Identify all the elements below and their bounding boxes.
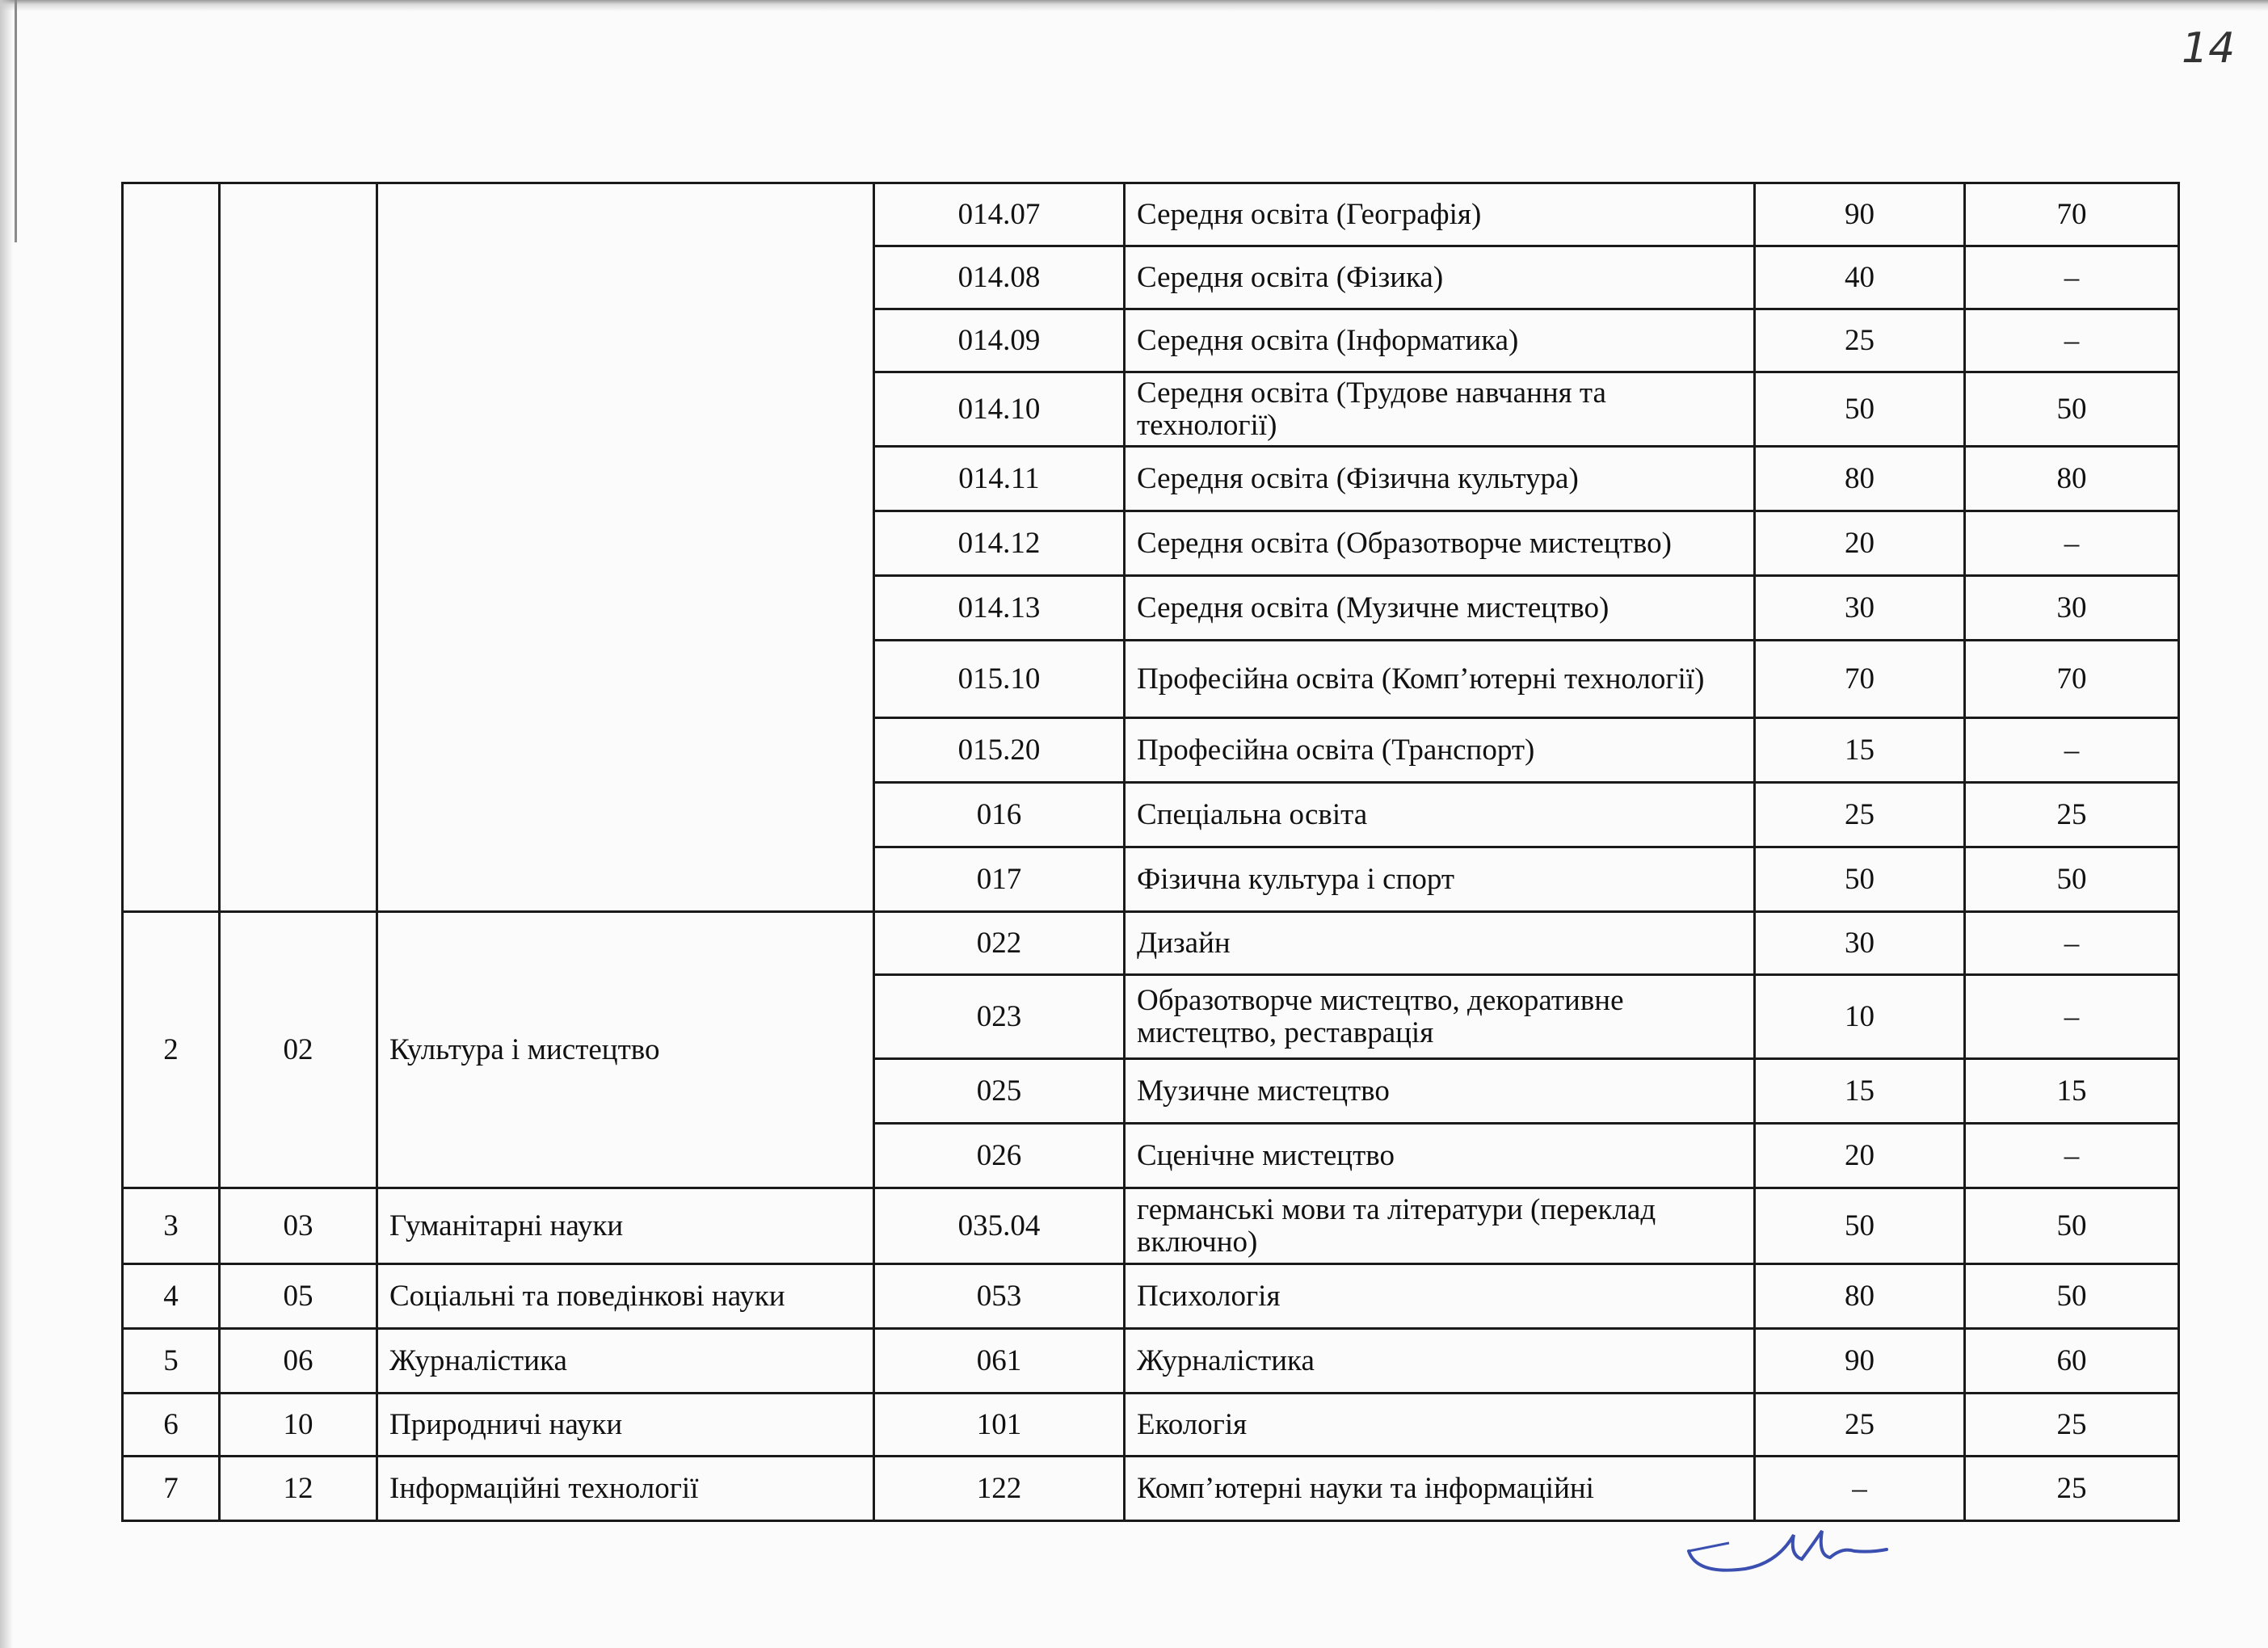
count-b: 50 <box>1965 847 2179 912</box>
branch-code-cell: 05 <box>220 1264 377 1329</box>
specialty-name: Сценічне мистецтво <box>1125 1124 1755 1188</box>
specialty-name: Середня освіта (Фізична культура) <box>1125 447 1755 511</box>
specialty-name: Середня освіта (Образотворче мистецтво) <box>1125 511 1755 576</box>
row-number-cell: 3 <box>123 1188 220 1264</box>
table-row <box>123 1264 2179 1329</box>
count-a: 10 <box>1755 975 1965 1059</box>
branch-name-cell: Культура і мистецтво <box>377 912 874 1188</box>
count-a: 25 <box>1755 309 1965 372</box>
count-a: 30 <box>1755 576 1965 641</box>
count-b: 25 <box>1965 783 2179 847</box>
row-number-cell: 2 <box>123 912 220 1188</box>
count-a: 25 <box>1755 783 1965 847</box>
specialty-code: 035.04 <box>874 1188 1125 1264</box>
count-b: 15 <box>1965 1059 2179 1124</box>
specialty-code: 026 <box>874 1124 1125 1188</box>
count-a: 70 <box>1755 641 1965 718</box>
table-row <box>123 912 2179 975</box>
row-number-cell: 6 <box>123 1394 220 1457</box>
count-b: 80 <box>1965 447 2179 511</box>
count-b: – <box>1965 309 2179 372</box>
specialty-name: Середня освіта (Інформатика) <box>1125 309 1755 372</box>
count-a: 40 <box>1755 246 1965 309</box>
table-row <box>123 183 2179 246</box>
specialty-name: Середня освіта (Трудове навчання та технології) <box>1125 372 1755 447</box>
scan-edge-left <box>0 0 13 1648</box>
count-b: 70 <box>1965 641 2179 718</box>
count-b: – <box>1965 511 2179 576</box>
count-a: 50 <box>1755 1188 1965 1264</box>
branch-code-cell: 03 <box>220 1188 377 1264</box>
admission-table <box>121 182 2178 1522</box>
scan-line <box>15 0 17 242</box>
specialty-code: 015.20 <box>874 718 1125 783</box>
specialty-code: 061 <box>874 1329 1125 1394</box>
count-b: 25 <box>1965 1394 2179 1457</box>
count-a: 50 <box>1755 847 1965 912</box>
branch-name-cell: Соціальні та поведінкові науки <box>377 1264 874 1329</box>
specialty-code: 014.12 <box>874 511 1125 576</box>
count-a: 90 <box>1755 183 1965 246</box>
branch-code-cell: 02 <box>220 912 377 1188</box>
scan-edge-top <box>0 0 2268 11</box>
count-a: 25 <box>1755 1394 1965 1457</box>
count-a: 80 <box>1755 1264 1965 1329</box>
count-b: 50 <box>1965 1188 2179 1264</box>
table-row <box>123 1188 2179 1264</box>
count-a: 30 <box>1755 912 1965 975</box>
specialty-name: Образотворче мистецтво, декоративне мистецтво, реставрація <box>1125 975 1755 1059</box>
specialty-name: германські мови та літератури (переклад включно) <box>1125 1188 1755 1264</box>
branch-code-cell: 12 <box>220 1457 377 1521</box>
specialty-name: Професійна освіта (Транспорт) <box>1125 718 1755 783</box>
count-b: 50 <box>1965 372 2179 447</box>
branch-name-cell: Гуманітарні науки <box>377 1188 874 1264</box>
specialty-code: 014.10 <box>874 372 1125 447</box>
specialty-name: Екологія <box>1125 1394 1755 1457</box>
row-number-cell: 7 <box>123 1457 220 1521</box>
count-b: – <box>1965 1124 2179 1188</box>
count-b: – <box>1965 912 2179 975</box>
specialty-name: Фізична культура і спорт <box>1125 847 1755 912</box>
count-b: 30 <box>1965 576 2179 641</box>
row-number-cell <box>123 183 220 912</box>
branch-name-cell: Інформаційні технології <box>377 1457 874 1521</box>
specialty-name: Дизайн <box>1125 912 1755 975</box>
specialty-code: 014.09 <box>874 309 1125 372</box>
specialty-code: 053 <box>874 1264 1125 1329</box>
count-b: 70 <box>1965 183 2179 246</box>
branch-code-cell: 06 <box>220 1329 377 1394</box>
specialty-code: 016 <box>874 783 1125 847</box>
specialty-name: Середня освіта (Географія) <box>1125 183 1755 246</box>
specialty-name: Психологія <box>1125 1264 1755 1329</box>
specialty-code: 014.11 <box>874 447 1125 511</box>
specialty-code: 101 <box>874 1394 1125 1457</box>
branch-name-cell <box>377 183 874 912</box>
page-number: 14 <box>2182 24 2236 73</box>
admission-table-grid <box>121 182 2180 1522</box>
specialty-name: Спеціальна освіта <box>1125 783 1755 847</box>
count-b: – <box>1965 718 2179 783</box>
table-row <box>123 1394 2179 1457</box>
specialty-code: 025 <box>874 1059 1125 1124</box>
count-b: 60 <box>1965 1329 2179 1394</box>
table-row <box>123 1329 2179 1394</box>
count-a: 80 <box>1755 447 1965 511</box>
specialty-name: Середня освіта (Фізика) <box>1125 246 1755 309</box>
signature <box>1681 1519 1891 1583</box>
row-number-cell: 5 <box>123 1329 220 1394</box>
specialty-code: 022 <box>874 912 1125 975</box>
specialty-code: 122 <box>874 1457 1125 1521</box>
count-b: – <box>1965 975 2179 1059</box>
specialty-name: Музичне мистецтво <box>1125 1059 1755 1124</box>
count-a: 20 <box>1755 1124 1965 1188</box>
specialty-name: Професійна освіта (Комп’ютерні технології) <box>1125 641 1755 718</box>
specialty-code: 015.10 <box>874 641 1125 718</box>
specialty-name: Комп’ютерні науки та інформаційні <box>1125 1457 1755 1521</box>
specialty-code: 014.07 <box>874 183 1125 246</box>
row-number-cell: 4 <box>123 1264 220 1329</box>
branch-code-cell: 10 <box>220 1394 377 1457</box>
count-a: 90 <box>1755 1329 1965 1394</box>
branch-code-cell <box>220 183 377 912</box>
specialty-code: 014.08 <box>874 246 1125 309</box>
count-a: 15 <box>1755 718 1965 783</box>
specialty-code: 017 <box>874 847 1125 912</box>
count-b: 50 <box>1965 1264 2179 1329</box>
count-a: 15 <box>1755 1059 1965 1124</box>
count-b: 25 <box>1965 1457 2179 1521</box>
count-b: – <box>1965 246 2179 309</box>
specialty-name: Журналістика <box>1125 1329 1755 1394</box>
branch-name-cell: Журналістика <box>377 1329 874 1394</box>
count-a: 20 <box>1755 511 1965 576</box>
specialty-name: Середня освіта (Музичне мистецтво) <box>1125 576 1755 641</box>
table-body <box>123 183 2179 1521</box>
count-a: 50 <box>1755 372 1965 447</box>
count-a: – <box>1755 1457 1965 1521</box>
branch-name-cell: Природничі науки <box>377 1394 874 1457</box>
specialty-code: 014.13 <box>874 576 1125 641</box>
specialty-code: 023 <box>874 975 1125 1059</box>
table-row <box>123 1457 2179 1521</box>
